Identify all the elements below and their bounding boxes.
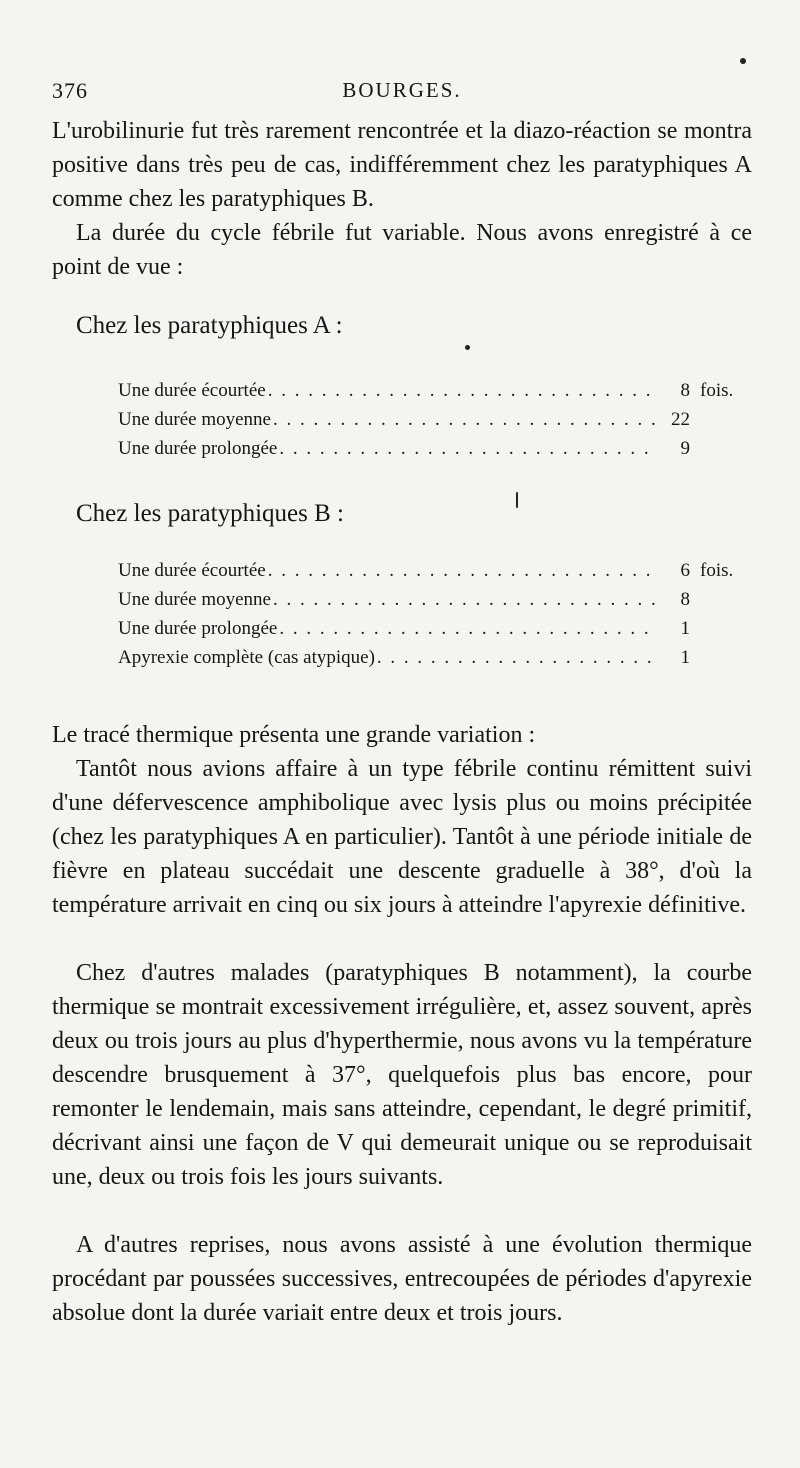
leader-dots — [279, 438, 656, 460]
item-count: 1 — [680, 618, 690, 639]
ink-speck — [516, 492, 518, 508]
item-label: Une durée écourtée — [118, 560, 266, 581]
group-a-list — [118, 380, 748, 467]
item-unit: fois. — [700, 560, 734, 581]
group-a-heading: Chez les paratyphiques A : — [76, 312, 343, 339]
paragraph-continuous-type: Tantôt nous avions affaire à un type fébrile continu rémittent suivi d'une défervescence amphibolique avec lysis plus ou moins précipitée (chez les paratyphiques A en particulier). Tantôt à une période initiale de fièvre en plateau succédait une descente graduelle à 38°, d'où la température arrivait en cinq ou six jours à atteindre l'apyrexie définitive. — [52, 756, 752, 918]
leader-dots — [268, 560, 656, 582]
item-label: Une durée écourtée — [118, 380, 266, 401]
paragraph-urobilinuria: L'urobilinurie fut très rarement rencontrée et la diazo-réaction se montra positive dans très peu de cas, indifféremment chez les paratyphiques A comme chez les paratyphiques B. — [52, 118, 752, 212]
group-b-list — [118, 560, 748, 676]
paragraph-thermal-trace: Le tracé thermique présenta une grande variation : — [52, 722, 536, 748]
list-item — [118, 380, 748, 409]
group-b-heading: Chez les paratyphiques B : — [76, 500, 344, 527]
page-number: 376 — [52, 78, 88, 103]
list-item — [118, 409, 748, 438]
paragraph-irregular-curve: Chez d'autres malades (paratyphiques B notamment), la courbe thermique se montrait excessivement irrégulière, et, assez souvent, après deux ou trois jours au plus d'hyperthermie, nous avons vu la température descendre brusquement à 37°, quelquefois plus bas encore, pour remonter le lendemain, mais sans atteindre, cependant, le degré primitif, décrivant ainsi une façon de V qui demeurait unique ou se reproduisait une, deux ou trois fois les jours suivants. — [52, 960, 752, 1190]
item-count: 8 — [680, 589, 690, 610]
list-item — [118, 438, 748, 467]
leader-dots — [377, 647, 656, 669]
leader-dots — [273, 589, 656, 611]
item-count: 1 — [680, 647, 690, 668]
item-label: Une durée prolongée — [118, 438, 278, 459]
ink-speck — [465, 345, 470, 350]
item-count: 8 — [680, 380, 690, 401]
item-count: 9 — [680, 438, 690, 459]
item-count: 6 — [680, 560, 690, 581]
leader-dots — [273, 409, 656, 431]
running-head: BOURGES. — [342, 78, 462, 102]
item-count: 22 — [671, 409, 690, 430]
list-item — [118, 647, 748, 676]
item-unit: fois. — [700, 380, 734, 401]
paragraph-successive-surges: A d'autres reprises, nous avons assisté à une évolution thermique procédant par poussées successives, entrecoupées de périodes d'apyrexie absolue dont la durée variait entre deux et trois jours. — [52, 1232, 752, 1326]
ink-speck — [740, 58, 746, 64]
leader-dots — [268, 380, 656, 402]
page-header — [52, 78, 752, 108]
list-item — [118, 618, 748, 647]
list-item — [118, 589, 748, 618]
leader-dots — [279, 618, 656, 640]
item-label: Une durée prolongée — [118, 618, 278, 639]
item-label: Apyrexie complète (cas atypique) — [118, 647, 375, 668]
paragraph-fever-duration: La durée du cycle fébrile fut variable. Nous avons enregistré à ce point de vue : — [52, 220, 752, 280]
item-label: Une durée moyenne — [118, 409, 271, 430]
item-label: Une durée moyenne — [118, 589, 271, 610]
list-item — [118, 560, 748, 589]
